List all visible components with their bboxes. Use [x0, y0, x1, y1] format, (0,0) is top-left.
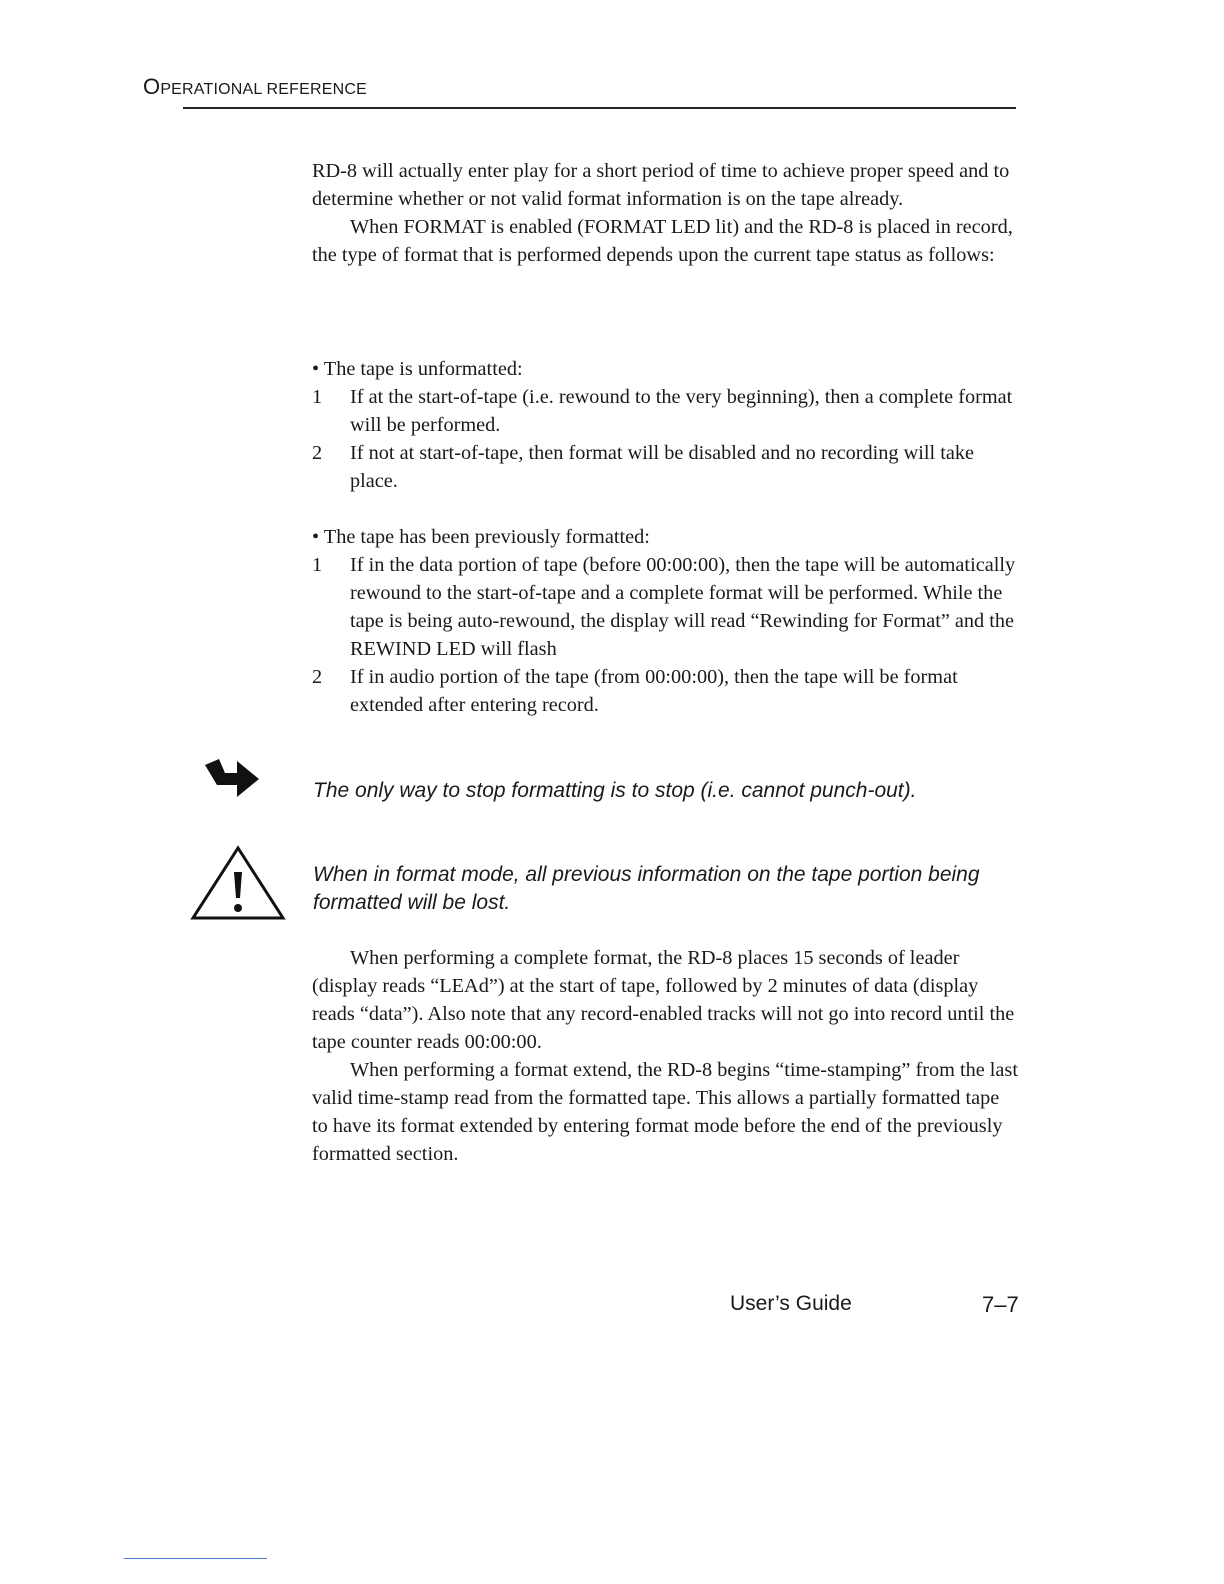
closing-paragraph-1: When performing a complete format, the RD-8 places 15 seconds of leader (display reads “LEAd”) at the start of tape, followed by 2 minutes of data (display reads “data”). Also note that any record-enabled tracks will not go into record until the tape counter reads 00:00:00. — [312, 947, 1015, 1053]
list-item — [312, 439, 1018, 495]
turn-right-arrow-icon — [203, 757, 261, 808]
page-header — [143, 74, 367, 100]
header-rule — [183, 107, 1016, 109]
list-item — [312, 663, 1018, 719]
formatted-heading: • The tape has been previously formatted: — [312, 526, 650, 548]
intro-section — [312, 157, 1018, 269]
formatted-list — [312, 523, 1018, 719]
footer-rule — [124, 1558, 267, 1559]
list-item — [312, 383, 1018, 439]
footer-page-number: 7–7 — [982, 1292, 1019, 1317]
arrow-note: The only way to stop formatting is to stop (i.e. cannot punch-out). — [313, 779, 917, 802]
list-item-number: 2 — [312, 666, 323, 688]
header-title: PERATIONAL REFERENCE — [160, 81, 368, 98]
list-item-text: If not at start-of-tape, then format will be disabled and no recording will take place. — [350, 442, 975, 492]
list-item-text: If in the data portion of tape (before 00:00:00), then the tape will be automatically rewound to the start-of-tape and a complete format will be performed. While the tape is being auto-rewound, the display will read “Rewinding for Format” and the REWIND LED will flash — [350, 554, 1016, 660]
unformatted-list — [312, 355, 1018, 495]
intro-paragraph-2: When FORMAT is enabled (FORMAT LED lit) and the RD-8 is placed in record, the type of format that is performed depends upon the current tape status as follows: — [312, 216, 1013, 266]
list-item-number: 1 — [312, 554, 323, 576]
header-cap-letter: O — [143, 74, 161, 99]
list-item-number: 2 — [312, 442, 323, 464]
list-item-text: If in audio portion of the tape (from 00:00:00), then the tape will be format extended after entering record. — [350, 666, 958, 716]
list-item-text: If at the start-of-tape (i.e. rewound to the very beginning), then a complete format will be performed. — [350, 386, 1013, 436]
list-item — [312, 551, 1018, 663]
list-item-number: 1 — [312, 386, 323, 408]
closing-section — [312, 944, 1018, 1168]
intro-paragraph-1: RD-8 will actually enter play for a short period of time to achieve proper speed and to determine whether or not valid format information is on the tape already. — [312, 160, 1010, 210]
warning-note: When in format mode, all previous information on the tape portion being formatted will be lost. — [313, 863, 980, 914]
footer-guide-title: User’s Guide — [730, 1292, 852, 1315]
warning-triangle-icon — [190, 845, 286, 926]
unformatted-heading: • The tape is unformatted: — [312, 358, 523, 380]
closing-paragraph-2: When performing a format extend, the RD-8 begins “time-stamping” from the last valid time-stamp read from the formatted tape. This allows a partially formatted tape to have its format extended by entering format mode before the end of the previously formatted section. — [312, 1059, 1018, 1165]
